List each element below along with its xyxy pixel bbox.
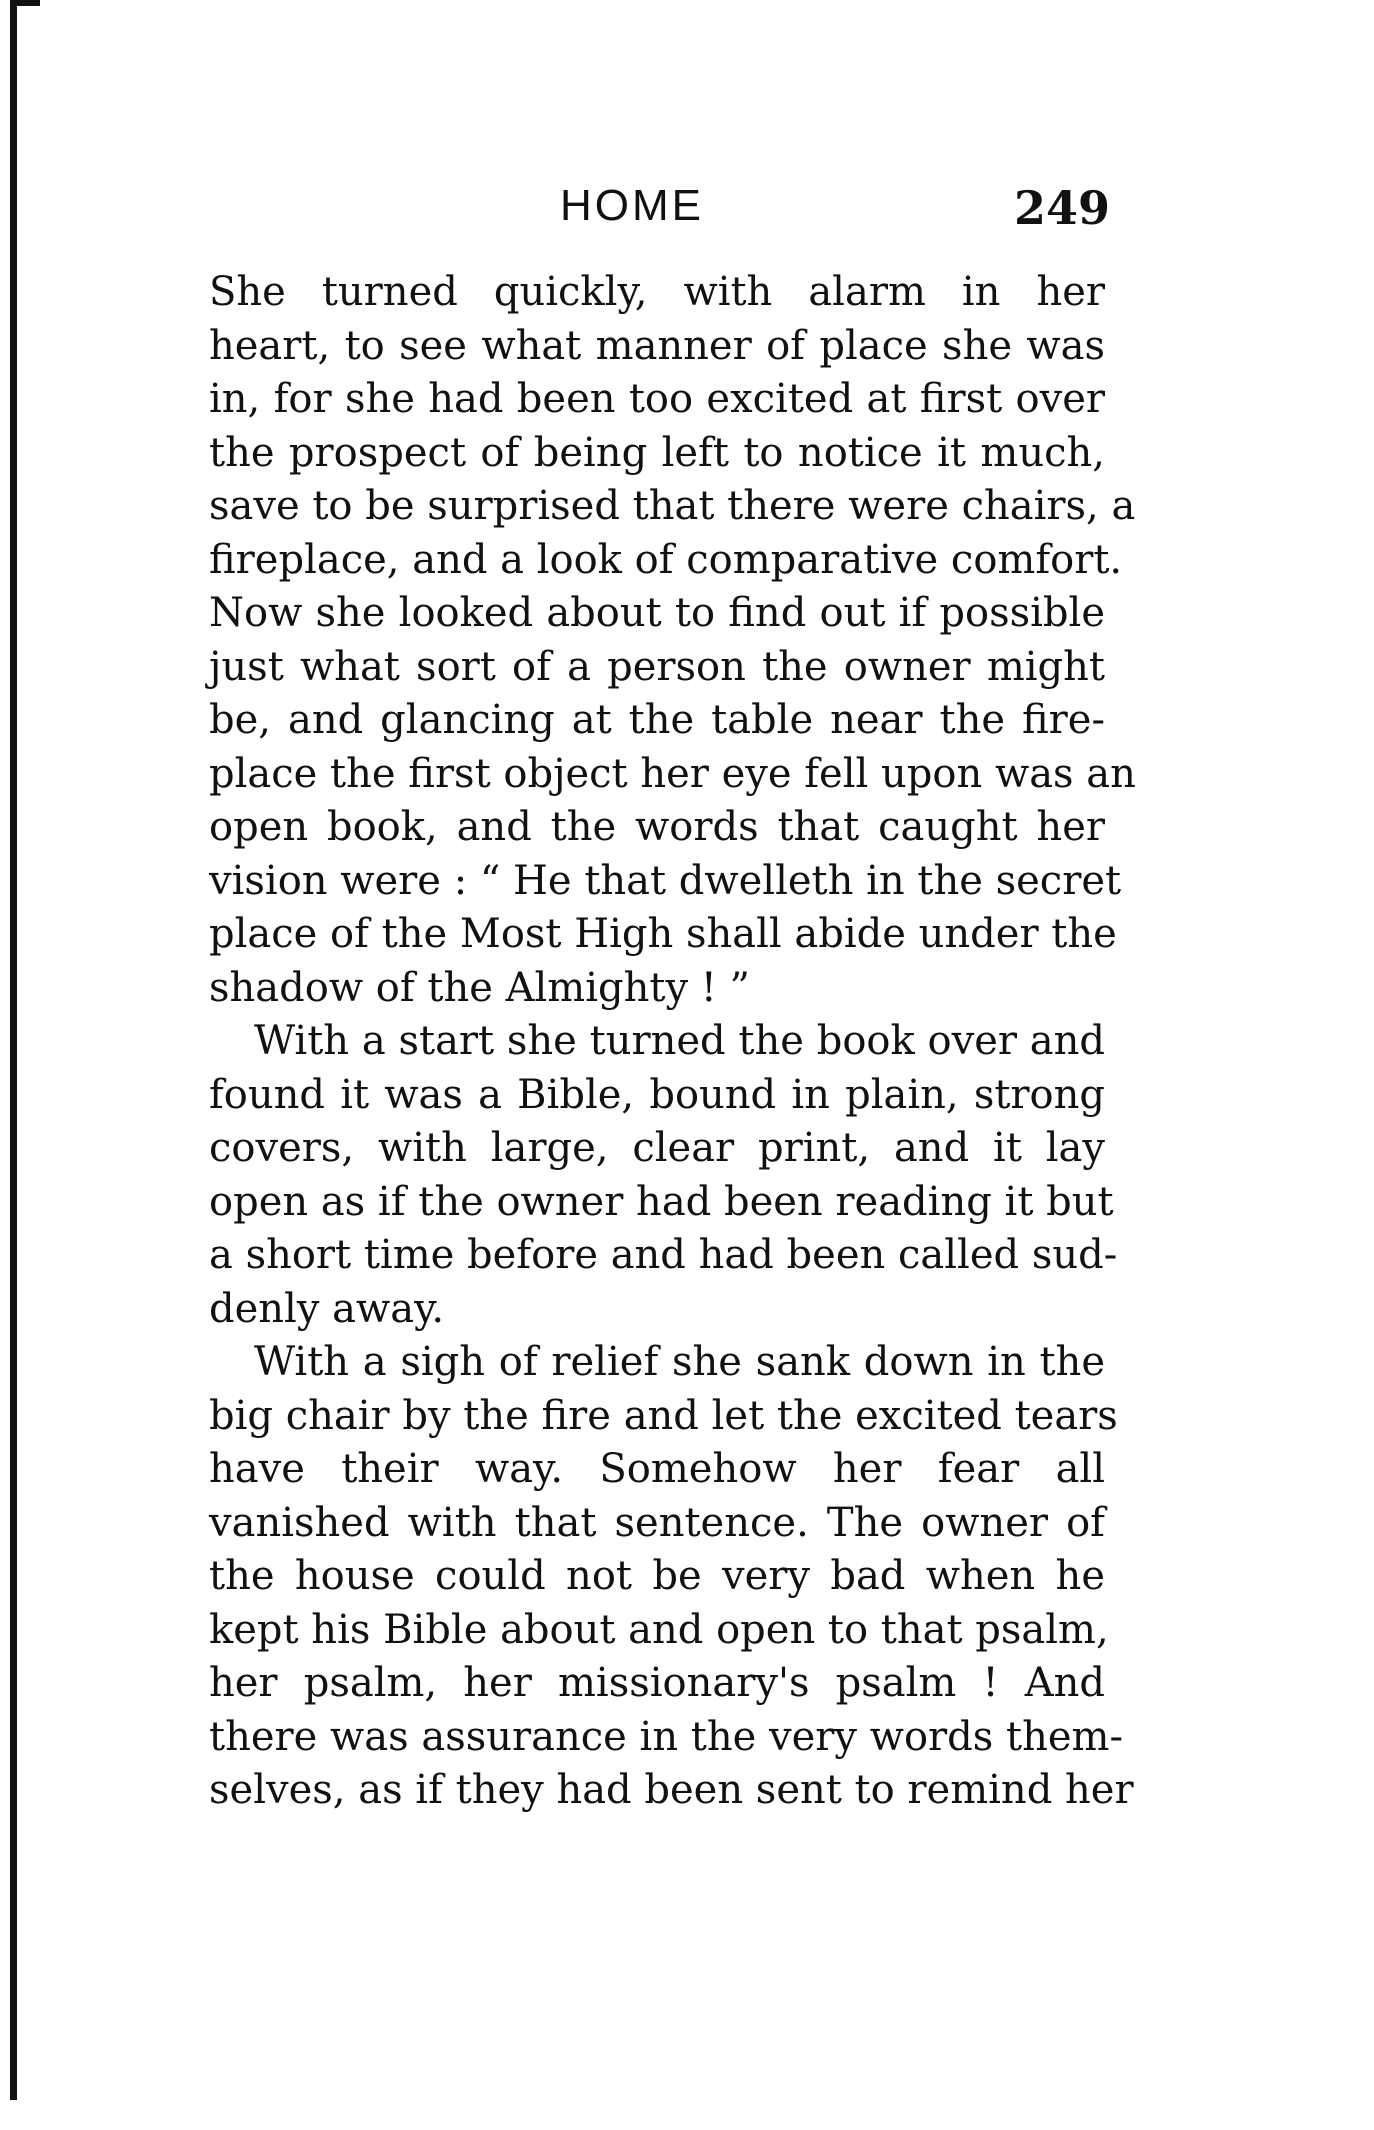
binding-edge [10,0,17,2100]
text-line: vanished with that sentence. The owner of [209,1499,1105,1546]
text-line: the house could not be very bad when he [209,1553,1105,1599]
text-line: there was assurance in the very words them- [209,1713,1123,1760]
text-line: in, for she had been too excited at first over [209,376,1105,422]
text-line: be, and glancing at the table near the fire- [209,697,1105,743]
text-line: open as if the owner had been reading it but [209,1178,1114,1225]
text-line: denly away. [209,1285,445,1332]
page-number: 249 [1013,181,1110,235]
body-text [209,266,1136,1818]
text-line: the prospect of being left to notice it much, [209,429,1105,476]
text-line: Now she looked about to find out if possible [209,590,1105,636]
text-line: found it was a Bible, bound in plain, strong [209,1071,1105,1118]
text-line: open book, and the words that caught her [209,804,1105,850]
text-line: her psalm, her missionary's psalm ! And [209,1660,1105,1706]
text-line: heart, to see what manner of place she was [209,322,1105,369]
text-line: With a start she turned the book over and [254,1018,1105,1064]
text-line: big chair by the fire and let the excited tears [209,1392,1118,1439]
text-line: With a sigh of relief she sank down in the [254,1339,1105,1385]
text-line: place of the Most High shall abide under the [209,911,1117,957]
running-head: HOME [560,181,704,230]
text-line: have their way. Somehow her fear all [209,1446,1105,1492]
text-line: shadow of the Almighty ! ” [209,964,750,1011]
text-line: save to be surprised that there were chairs, a [209,483,1136,529]
text-line: kept his Bible about and open to that psalm, [209,1606,1109,1653]
paragraph [209,1336,1134,1818]
page-header [560,178,1110,248]
text-line: selves, as if they had been sent to remind her [209,1767,1134,1813]
text-line: vision were : “ He that dwelleth in the secret [209,857,1122,904]
text-line: fireplace, and a look of comparative comfort. [209,536,1123,583]
text-line: just what sort of a person the owner might [209,643,1105,690]
paragraph [209,266,1136,1015]
text-line: She turned quickly, with alarm in her [209,269,1105,315]
text-line: a short time before and had been called sud- [209,1232,1118,1278]
text-line: covers, with large, clear print, and it lay [209,1125,1105,1171]
binding-corner [10,0,40,6]
text-line: place the first object her eye fell upon was an [209,750,1136,797]
paragraph [209,1015,1118,1336]
